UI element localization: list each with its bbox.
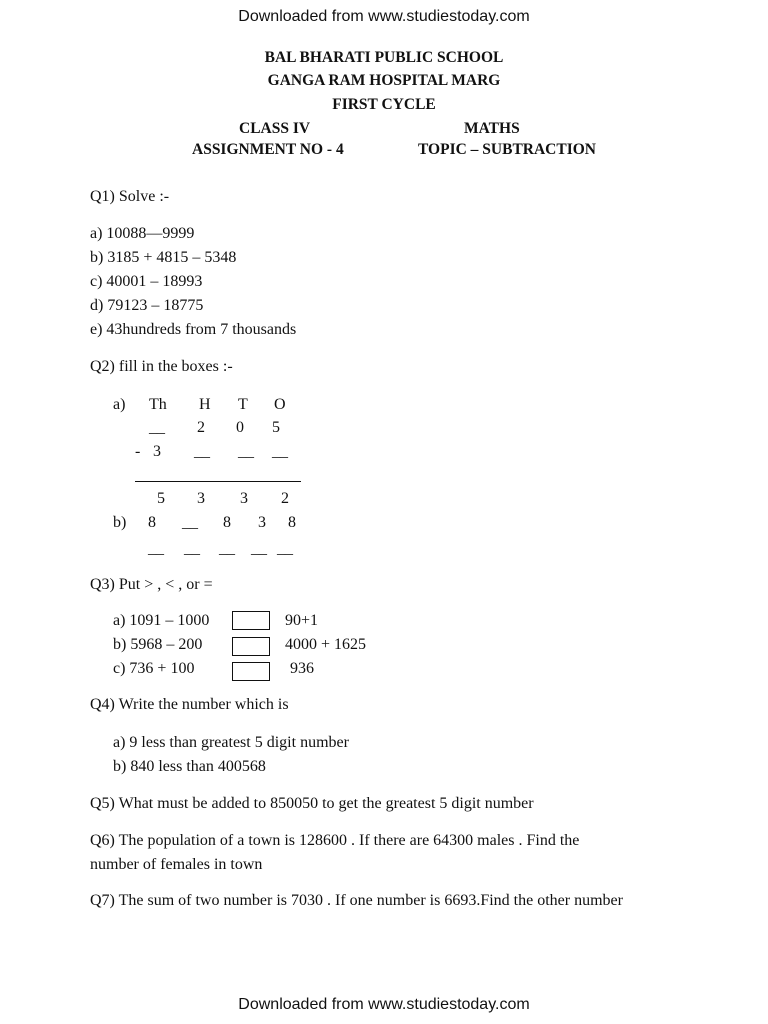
q1-item-c: c) 40001 – 18993 bbox=[90, 273, 203, 290]
q1-item-e: e) 43hundreds from 7 thousands bbox=[90, 321, 297, 338]
class-label: CLASS IV bbox=[239, 120, 311, 137]
assignment-label: ASSIGNMENT NO - 4 bbox=[192, 141, 344, 158]
q2-result-h: 3 bbox=[197, 490, 205, 507]
q2-row2-h: __ bbox=[194, 443, 210, 460]
q2-a-label: a) bbox=[113, 396, 126, 413]
q2-b-digit-1: 8 bbox=[148, 514, 156, 531]
topic-label: TOPIC – SUBTRACTION bbox=[418, 141, 597, 158]
q6-line2: number of females in town bbox=[90, 856, 263, 873]
q2-result-o: 2 bbox=[281, 490, 289, 507]
q1-title: Q1) Solve :- bbox=[90, 188, 170, 205]
q2-row1-th: __ bbox=[149, 419, 165, 436]
q2-b-blank-5: __ bbox=[277, 540, 293, 557]
q2-row2-t: __ bbox=[238, 443, 254, 460]
q2-b-blank-1: __ bbox=[148, 540, 164, 557]
q2-b-digit-4: 3 bbox=[258, 514, 266, 531]
q2-sum-line bbox=[135, 481, 301, 482]
q2-row1-o: 5 bbox=[272, 419, 280, 436]
q2-row2-th: 3 bbox=[153, 443, 161, 460]
q3-title: Q3) Put > , < , or = bbox=[90, 576, 213, 593]
q3-answer-box-a[interactable] bbox=[232, 611, 270, 630]
q2-b-digit-3: 8 bbox=[223, 514, 231, 531]
q4-item-a: a) 9 less than greatest 5 digit number bbox=[113, 734, 349, 751]
q2-b-digit-5: 8 bbox=[288, 514, 296, 531]
school-name: BAL BHARATI PUBLIC SCHOOL bbox=[264, 49, 504, 66]
q2-row2-o: __ bbox=[272, 443, 288, 460]
q2-minus-sign: - bbox=[135, 443, 141, 460]
q2-result-t: 3 bbox=[240, 490, 248, 507]
subject-label: MATHS bbox=[464, 120, 520, 137]
q3-item-c-right: 936 bbox=[290, 660, 314, 677]
q3-answer-box-c[interactable] bbox=[232, 662, 270, 681]
bottom-banner: Downloaded from www.studiestoday.com bbox=[238, 996, 530, 1013]
q2-title: Q2) fill in the boxes :- bbox=[90, 358, 233, 375]
q6-line1: Q6) The population of a town is 128600 . If there are 64300 males . Find the bbox=[90, 832, 580, 849]
q4-item-b: b) 840 less than 400568 bbox=[113, 758, 266, 775]
q3-item-a-right: 90+1 bbox=[285, 612, 319, 629]
q2-header-o: O bbox=[274, 396, 286, 413]
q2-result-th: 5 bbox=[157, 490, 165, 507]
q5-text: Q5) What must be added to 850050 to get the greatest 5 digit number bbox=[90, 795, 534, 812]
q2-header-th: Th bbox=[149, 396, 167, 413]
q2-row1-t: 0 bbox=[236, 419, 244, 436]
q3-item-b-right: 4000 + 1625 bbox=[285, 636, 367, 653]
q2-b-blank-2: __ bbox=[184, 540, 200, 557]
q1-item-d: d) 79123 – 18775 bbox=[90, 297, 204, 314]
q3-item-c-left: c) 736 + 100 bbox=[113, 660, 195, 677]
q2-row1-h: 2 bbox=[197, 419, 205, 436]
q3-answer-box-b[interactable] bbox=[232, 637, 270, 656]
q1-item-a: a) 10088—9999 bbox=[90, 225, 195, 242]
q7-text: Q7) The sum of two number is 7030 . If one number is 6693.Find the other number bbox=[90, 892, 623, 909]
q4-title: Q4) Write the number which is bbox=[90, 696, 289, 713]
q2-b-blank-3: __ bbox=[219, 540, 235, 557]
q3-item-b-left: b) 5968 – 200 bbox=[113, 636, 203, 653]
q2-b-blank-4: __ bbox=[251, 540, 267, 557]
q3-item-a-left: a) 1091 – 1000 bbox=[113, 612, 210, 629]
top-banner: Downloaded from www.studiestoday.com bbox=[238, 8, 530, 25]
q1-item-b: b) 3185 + 4815 – 5348 bbox=[90, 249, 237, 266]
q2-header-t: T bbox=[238, 396, 248, 413]
q2-b-label: b) bbox=[113, 514, 127, 531]
cycle-title: FIRST CYCLE bbox=[332, 96, 436, 113]
school-address: GANGA RAM HOSPITAL MARG bbox=[267, 72, 501, 89]
q2-header-h: H bbox=[199, 396, 211, 413]
q2-b-digit-2: __ bbox=[182, 514, 198, 531]
